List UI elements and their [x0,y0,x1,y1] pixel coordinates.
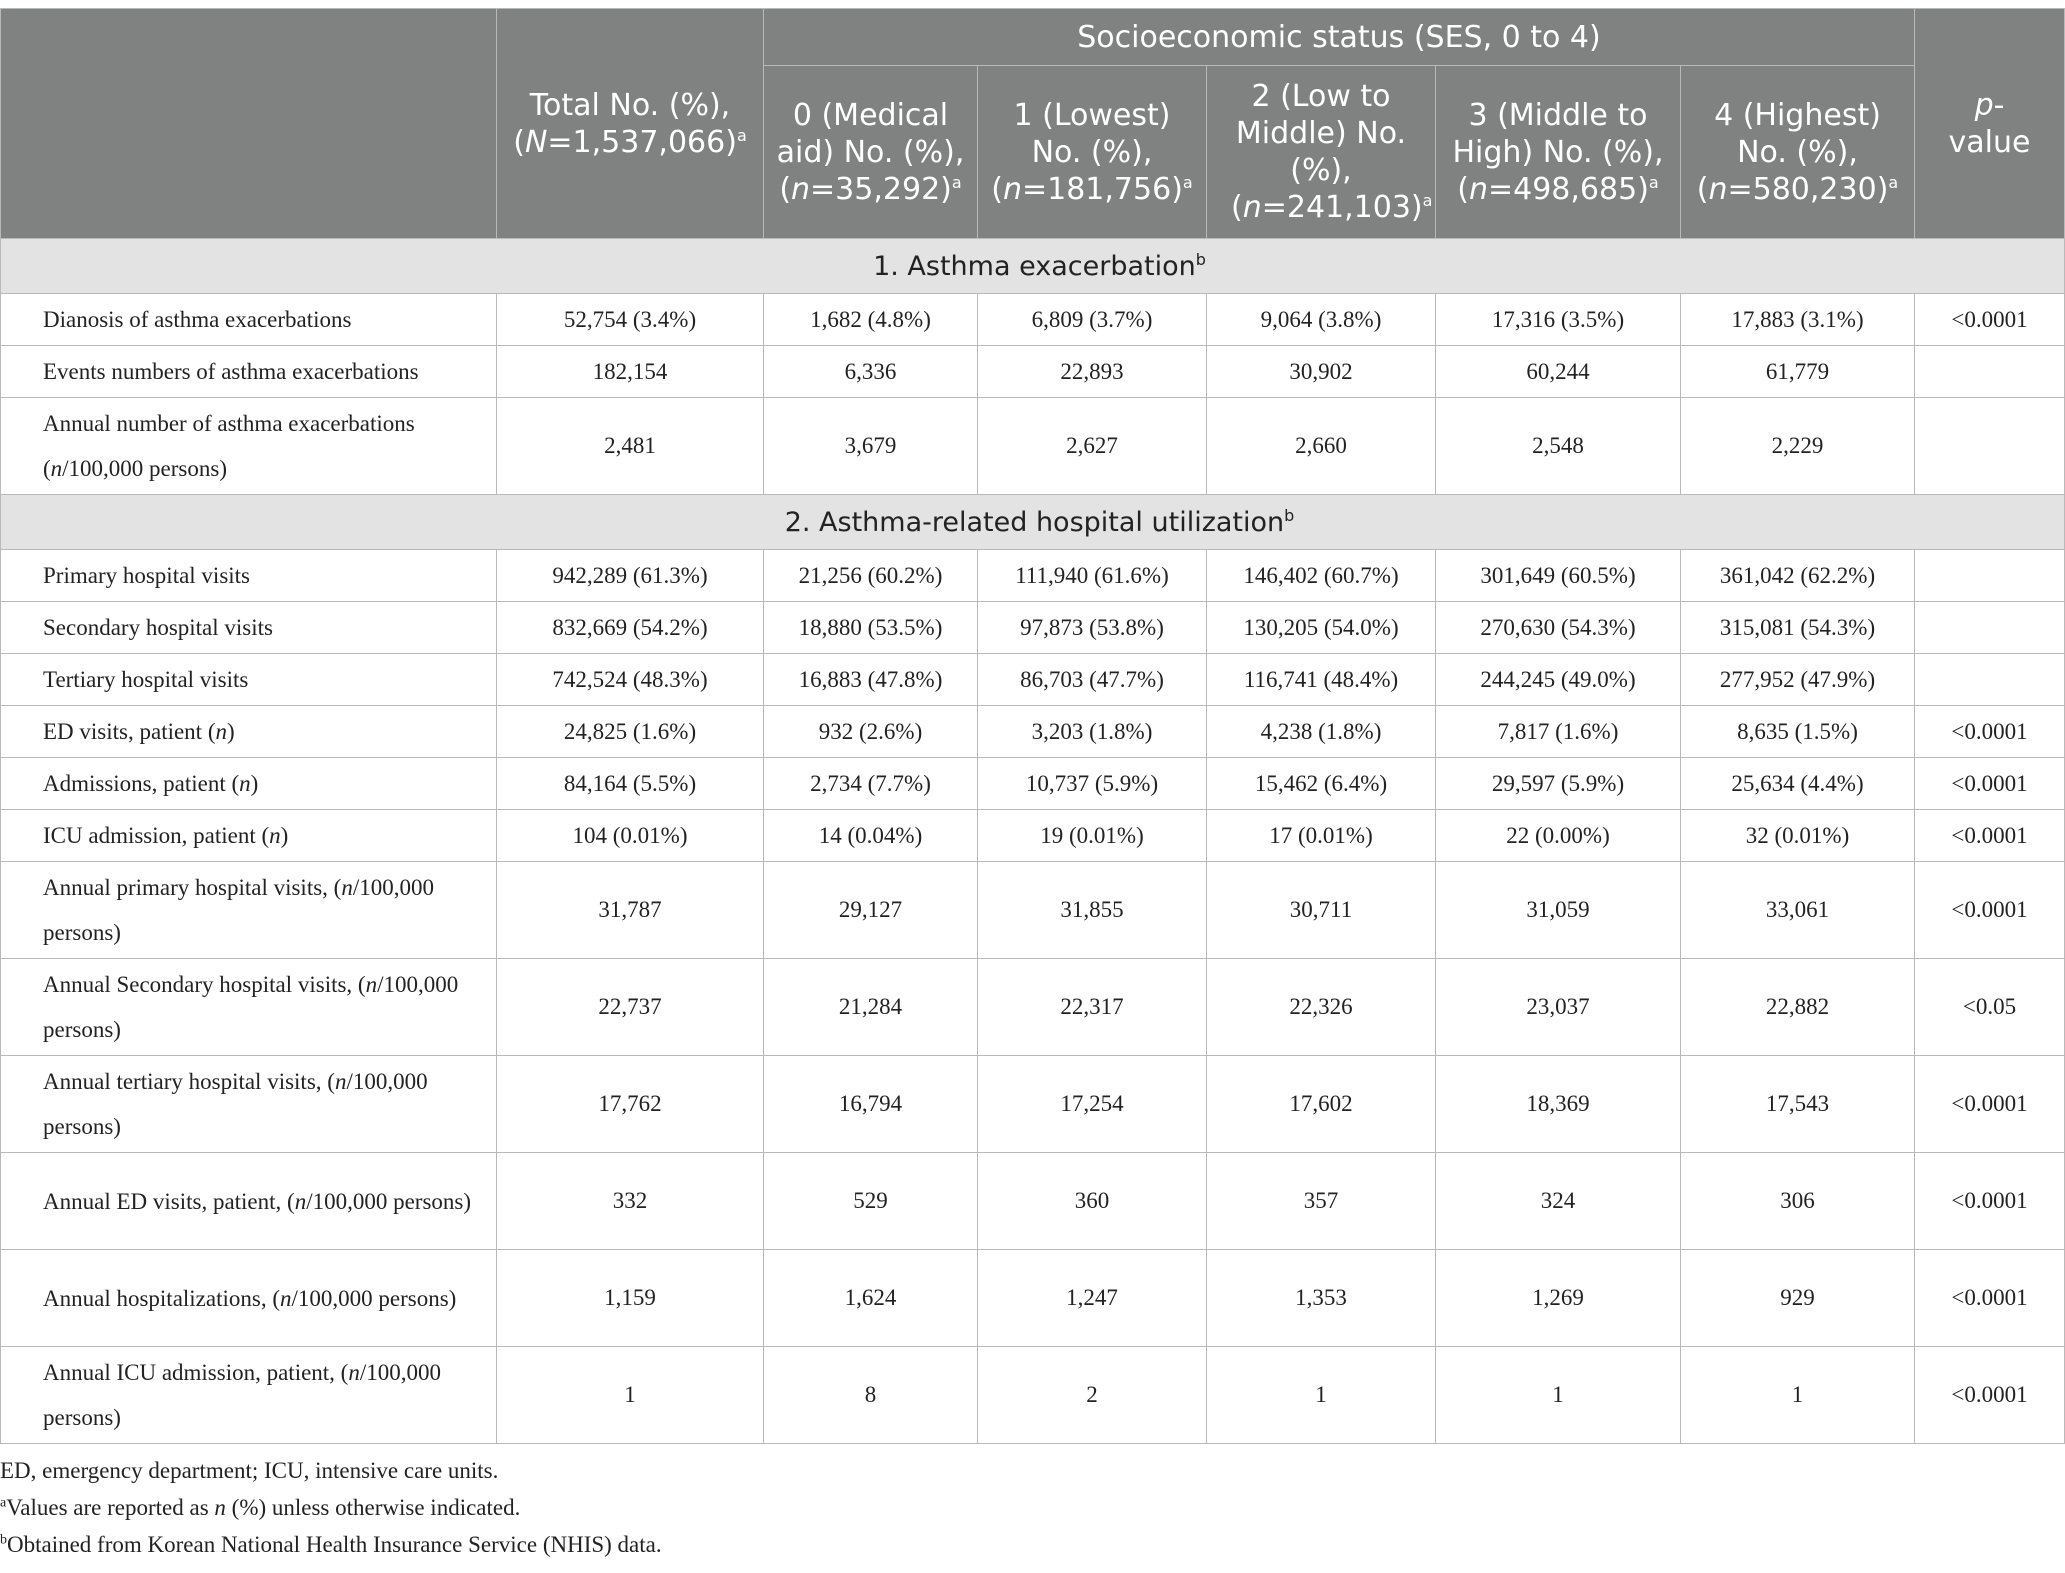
table-row [1,959,2065,1056]
cell-ses-3: 18,369 [1436,1056,1681,1153]
footnote-b: $^b$Obtained from Korean National Health Insurance Service (NHIS) data. [0,1532,662,1557]
row-label: Annual tertiary hospital visits, (n/100,000 persons) [1,1056,497,1153]
table-row [1,602,2065,654]
cell-p-value [1915,346,2065,398]
table-row [1,1347,2065,1444]
cell-total: 1,159 [497,1250,764,1347]
cell-ses-2: 30,902 [1207,346,1436,398]
cell-ses-2: 9,064 (3.8%) [1207,294,1436,346]
cell-p-value: <0.0001 [1915,862,2065,959]
cell-total: 31,787 [497,862,764,959]
cell-ses-1: 22,317 [978,959,1207,1056]
cell-ses-4: 22,882 [1681,959,1915,1056]
cell-ses-0: 16,794 [764,1056,978,1153]
row-label: Tertiary hospital visits [1,654,497,706]
cell-ses-1: 17,254 [978,1056,1207,1153]
row-label: ED visits, patient (n) [1,706,497,758]
cell-ses-1: 2,627 [978,398,1207,495]
cell-ses-3: 22 (0.00%) [1436,810,1681,862]
cell-ses-3: 1 [1436,1347,1681,1444]
cell-ses-3: 2,548 [1436,398,1681,495]
cell-p-value [1915,654,2065,706]
cell-total: 52,754 (3.4%) [497,294,764,346]
header-pvalue: p-value [1915,9,2065,239]
cell-p-value: <0.0001 [1915,706,2065,758]
cell-ses-4: 2,229 [1681,398,1915,495]
cell-ses-2: 22,326 [1207,959,1436,1056]
cell-ses-4: 33,061 [1681,862,1915,959]
cell-ses-2: 1,353 [1207,1250,1436,1347]
cell-ses-4: 306 [1681,1153,1915,1250]
table-row [1,346,2065,398]
row-label: Annual primary hospital visits, (n/100,000 persons) [1,862,497,959]
table-row [1,398,2065,495]
cell-ses-0: 1,624 [764,1250,978,1347]
cell-ses-0: 8 [764,1347,978,1444]
header-total: Total No. (%), (N=1,537,066)$^a$ [497,9,764,239]
row-label: Events numbers of asthma exacerbations [1,346,497,398]
footnote-abbreviations: ED, emergency department; ICU, intensive care units. [0,1458,499,1483]
cell-ses-3: 29,597 (5.9%) [1436,758,1681,810]
header-blank [1,9,497,239]
cell-total: 84,164 (5.5%) [497,758,764,810]
table-row [1,1153,2065,1250]
cell-ses-2: 15,462 (6.4%) [1207,758,1436,810]
table-row [1,1056,2065,1153]
cell-p-value: <0.0001 [1915,294,2065,346]
cell-ses-0: 21,284 [764,959,978,1056]
table-row [1,654,2065,706]
cell-ses-1: 31,855 [978,862,1207,959]
section-header [1,495,2065,550]
footnote-a: $^a$Values are reported as n (%) unless otherwise indicated. [0,1495,521,1520]
cell-ses-3: 17,316 (3.5%) [1436,294,1681,346]
row-label: Annual number of asthma exacerbations (n/100,000 persons) [1,398,497,495]
table-row [1,1250,2065,1347]
cell-ses-0: 529 [764,1153,978,1250]
header-ses-group: Socioeconomic status (SES, 0 to 4) [764,9,1915,66]
cell-ses-4: 17,543 [1681,1056,1915,1153]
section-title-text: 1. Asthma exacerbation [873,250,1196,282]
cell-ses-3: 270,630 (54.3%) [1436,602,1681,654]
cell-total: 22,737 [497,959,764,1056]
cell-ses-4: 361,042 (62.2%) [1681,550,1915,602]
cell-ses-4: 929 [1681,1250,1915,1347]
cell-ses-2: 2,660 [1207,398,1436,495]
cell-ses-4: 32 (0.01%) [1681,810,1915,862]
table-row [1,294,2065,346]
cell-total: 17,762 [497,1056,764,1153]
cell-total: 1 [497,1347,764,1444]
section-title [1,239,2065,294]
cell-ses-4: 1 [1681,1347,1915,1444]
cell-total: 832,669 (54.2%) [497,602,764,654]
cell-ses-0: 29,127 [764,862,978,959]
cell-ses-3: 31,059 [1436,862,1681,959]
cell-ses-1: 360 [978,1153,1207,1250]
cell-ses-2: 17,602 [1207,1056,1436,1153]
cell-ses-4: 17,883 (3.1%) [1681,294,1915,346]
row-label: Secondary hospital visits [1,602,497,654]
cell-total: 104 (0.01%) [497,810,764,862]
cell-p-value [1915,398,2065,495]
table-row [1,706,2065,758]
row-label: Annual ICU admission, patient, (n/100,000 persons) [1,1347,497,1444]
cell-total: 742,524 (48.3%) [497,654,764,706]
data-table [0,8,2065,1444]
section-footnote-marker: b [1284,505,1295,525]
cell-ses-3: 23,037 [1436,959,1681,1056]
section-footnote-marker: b [1195,249,1206,269]
table-row [1,862,2065,959]
cell-ses-1: 3,203 (1.8%) [978,706,1207,758]
cell-ses-2: 17 (0.01%) [1207,810,1436,862]
row-label: Dianosis of asthma exacerbations [1,294,497,346]
cell-ses-0: 2,734 (7.7%) [764,758,978,810]
cell-total: 182,154 [497,346,764,398]
cell-ses-2: 4,238 (1.8%) [1207,706,1436,758]
cell-ses-1: 10,737 (5.9%) [978,758,1207,810]
cell-ses-3: 301,649 (60.5%) [1436,550,1681,602]
row-label: Annual ED visits, patient, (n/100,000 persons) [1,1153,497,1250]
cell-ses-0: 3,679 [764,398,978,495]
header-ses-2: 2 (Low to Middle) No. (%), (n=241,103)$^a$ [1207,66,1436,239]
cell-ses-4: 25,634 (4.4%) [1681,758,1915,810]
cell-p-value: <0.0001 [1915,1250,2065,1347]
cell-ses-3: 60,244 [1436,346,1681,398]
cell-ses-4: 315,081 (54.3%) [1681,602,1915,654]
cell-p-value: <0.0001 [1915,1347,2065,1444]
section-title-text: 2. Asthma-related hospital utilization [784,506,1285,538]
cell-ses-2: 357 [1207,1153,1436,1250]
row-label: Admissions, patient (n) [1,758,497,810]
cell-ses-2: 30,711 [1207,862,1436,959]
cell-ses-0: 1,682 (4.8%) [764,294,978,346]
table-row [1,810,2065,862]
header-ses-0: 0 (Medical aid) No. (%), (n=35,292)$^a$ [764,66,978,239]
table-header [1,9,2065,239]
cell-p-value: <0.0001 [1915,758,2065,810]
cell-p-value [1915,602,2065,654]
row-label: Annual hospitalizations, (n/100,000 persons) [1,1250,497,1347]
cell-ses-0: 6,336 [764,346,978,398]
cell-p-value [1915,550,2065,602]
cell-total: 24,825 (1.6%) [497,706,764,758]
cell-ses-1: 6,809 (3.7%) [978,294,1207,346]
cell-p-value: <0.05 [1915,959,2065,1056]
row-label: Annual Secondary hospital visits, (n/100,000 persons) [1,959,497,1056]
cell-ses-4: 8,635 (1.5%) [1681,706,1915,758]
cell-ses-1: 86,703 (47.7%) [978,654,1207,706]
cell-ses-4: 277,952 (47.9%) [1681,654,1915,706]
cell-ses-4: 61,779 [1681,346,1915,398]
cell-p-value: <0.0001 [1915,810,2065,862]
header-ses-1: 1 (Lowest) No. (%), (n=181,756)$^a$ [978,66,1207,239]
cell-ses-0: 18,880 (53.5%) [764,602,978,654]
cell-ses-3: 324 [1436,1153,1681,1250]
header-ses-3: 3 (Middle to High) No. (%), (n=498,685)$^a$ [1436,66,1681,239]
cell-ses-2: 130,205 (54.0%) [1207,602,1436,654]
cell-ses-0: 14 (0.04%) [764,810,978,862]
cell-ses-0: 932 (2.6%) [764,706,978,758]
cell-p-value: <0.0001 [1915,1153,2065,1250]
cell-ses-0: 21,256 (60.2%) [764,550,978,602]
cell-ses-1: 97,873 (53.8%) [978,602,1207,654]
cell-ses-2: 146,402 (60.7%) [1207,550,1436,602]
cell-ses-1: 1,247 [978,1250,1207,1347]
cell-p-value: <0.0001 [1915,1056,2065,1153]
row-label: Primary hospital visits [1,550,497,602]
cell-ses-3: 1,269 [1436,1250,1681,1347]
cell-ses-1: 22,893 [978,346,1207,398]
cell-total: 2,481 [497,398,764,495]
cell-ses-2: 116,741 (48.4%) [1207,654,1436,706]
cell-ses-3: 7,817 (1.6%) [1436,706,1681,758]
cell-total: 942,289 (61.3%) [497,550,764,602]
cell-ses-3: 244,245 (49.0%) [1436,654,1681,706]
header-ses-4: 4 (Highest) No. (%), (n=580,230)$^a$ [1681,66,1915,239]
cell-ses-1: 111,940 (61.6%) [978,550,1207,602]
row-label: ICU admission, patient (n) [1,810,497,862]
table-row [1,550,2065,602]
section-title [1,495,2065,550]
table-row [1,758,2065,810]
cell-ses-1: 19 (0.01%) [978,810,1207,862]
cell-ses-1: 2 [978,1347,1207,1444]
cell-ses-0: 16,883 (47.8%) [764,654,978,706]
section-header [1,239,2065,294]
cell-total: 332 [497,1153,764,1250]
cell-ses-2: 1 [1207,1347,1436,1444]
table-body [1,239,2065,1444]
